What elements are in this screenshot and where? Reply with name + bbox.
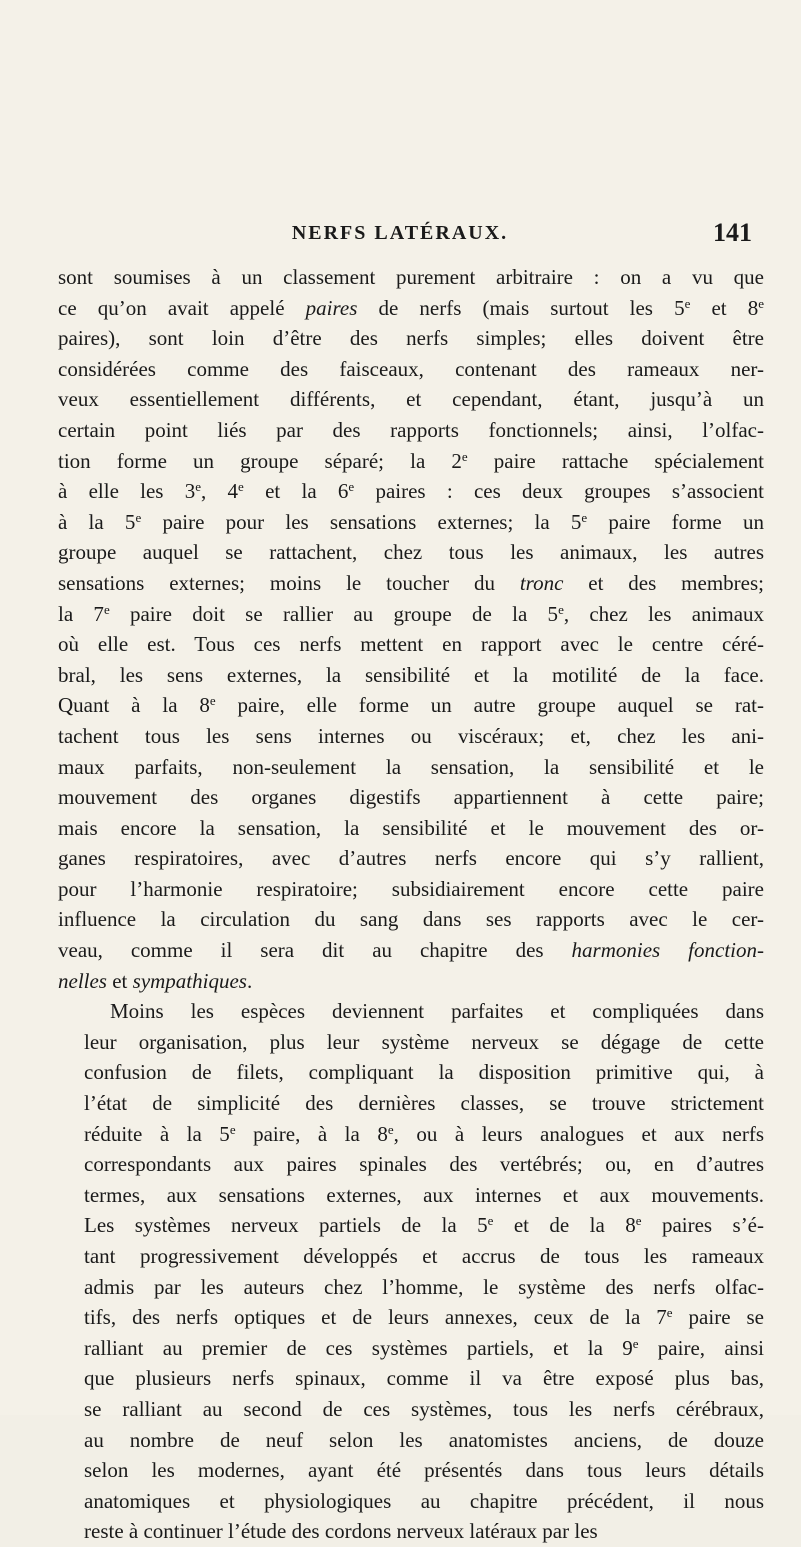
text-line: veux essentiellement différents, et cependant, étant, jusqu’à un	[58, 387, 764, 412]
text-line: selon les modernes, ayant été présentés dans tous leurs détails	[84, 1458, 764, 1483]
text-line: se ralliant au second de ces systèmes, tous les nerfs cérébraux,	[84, 1396, 764, 1421]
text-line: que plusieurs nerfs spinaux, comme il va être exposé plus bas,	[84, 1366, 764, 1391]
body-text	[58, 262, 764, 1547]
text-line: anatomiques et physiologiques au chapitre précédent, il nous	[84, 1488, 764, 1513]
text-line: ce qu’on avait appelé paires de nerfs (mais surtout les 5e et 8e	[58, 295, 764, 320]
text-line: certain point liés par des rapports fonctionnels; ainsi, l’olfac-	[58, 417, 764, 442]
text-line: paires), sont loin d’être des nerfs simples; elles doivent être	[58, 326, 764, 351]
text-line: à la 5e paire pour les sensations externes; la 5e paire forme un	[58, 509, 764, 534]
text-line: ralliant au premier de ces systèmes partiels, et la 9e paire, ainsi	[84, 1335, 764, 1360]
text-line: sont soumises à un classement purement arbitraire : on a vu que	[58, 265, 764, 289]
text-line: mais encore la sensation, la sensibilité et le mouvement des or-	[58, 815, 764, 840]
text-line: considérées comme des faisceaux, contenant des rameaux ner-	[58, 356, 764, 381]
text-line: tion forme un groupe séparé; la 2e paire rattache spécialement	[58, 448, 764, 473]
running-title: NERFS LATÉRAUX.	[291, 222, 509, 244]
text-line: maux parfaits, non-seulement la sensation, la sensibilité et le	[58, 754, 764, 779]
text-line: la 7e paire doit se rallier au groupe de la 5e, chez les animaux	[58, 601, 764, 626]
page-number: 141	[713, 218, 752, 247]
running-head	[60, 218, 760, 254]
text-line: influence la circulation du sang dans ses rapports avec le cer-	[58, 907, 764, 932]
text-line: tifs, des nerfs optiques et de leurs annexes, ceux de la 7e paire se	[84, 1305, 764, 1330]
text-line: mouvement des organes digestifs appartiennent à cette paire;	[58, 785, 764, 810]
text-line: leur organisation, plus leur système nerveux se dégage de cette	[84, 1029, 764, 1054]
text-line: au nombre de neuf selon les anatomistes anciens, de douze	[84, 1427, 764, 1452]
text-line: correspondants aux paires spinales des vertébrés; ou, en d’autres	[84, 1152, 764, 1177]
text-line: ganes respiratoires, avec d’autres nerfs encore qui s’y rallient,	[58, 846, 764, 871]
text-line: Quant à la 8e paire, elle forme un autre groupe auquel se rat-	[58, 693, 764, 718]
text-line: tant progressivement développés et accrus de tous les rameaux	[84, 1244, 764, 1268]
text-line: pour l’harmonie respiratoire; subsidiairement encore cette paire	[58, 876, 764, 901]
text-line: Les systèmes nerveux partiels de la 5e et de la 8e paires s’é-	[84, 1213, 764, 1238]
text-line: reste à continuer l’étude des cordons nerveux latéraux par les	[84, 1519, 598, 1544]
text-line: termes, aux sensations externes, aux internes et aux mouvements.	[84, 1182, 764, 1207]
text-line: réduite à la 5e paire, à la 8e, ou à leurs analogues et aux nerfs	[84, 1121, 764, 1146]
text-line: l’état de simplicité des dernières classes, se trouve strictement	[84, 1091, 764, 1116]
paragraph	[58, 262, 764, 996]
text-line: à elle les 3e, 4e et la 6e paires : ces deux groupes s’associent	[58, 479, 764, 504]
paragraph	[58, 996, 764, 1547]
text-line: veau, comme il sera dit au chapitre des harmonies fonction-	[58, 938, 764, 963]
text-line: confusion de filets, compliquant la disposition primitive qui, à	[84, 1060, 764, 1085]
text-line: où elle est. Tous ces nerfs mettent en rapport avec le centre céré-	[58, 632, 764, 657]
text-line: sensations externes; moins le toucher du tronc et des membres;	[58, 570, 764, 595]
text-line: tachent tous les sens internes ou viscéraux; et, chez les ani-	[58, 723, 764, 748]
text-line: admis par les auteurs chez l’homme, le système des nerfs olfac-	[84, 1274, 764, 1299]
text-line: Moins les espèces deviennent parfaites et compliquées dans	[110, 999, 764, 1024]
text-line: nelles et sympathiques.	[58, 968, 253, 993]
text-line: groupe auquel se rattachent, chez tous les animaux, les autres	[58, 540, 764, 565]
text-line: bral, les sens externes, la sensibilité et la motilité de la face.	[58, 662, 764, 687]
